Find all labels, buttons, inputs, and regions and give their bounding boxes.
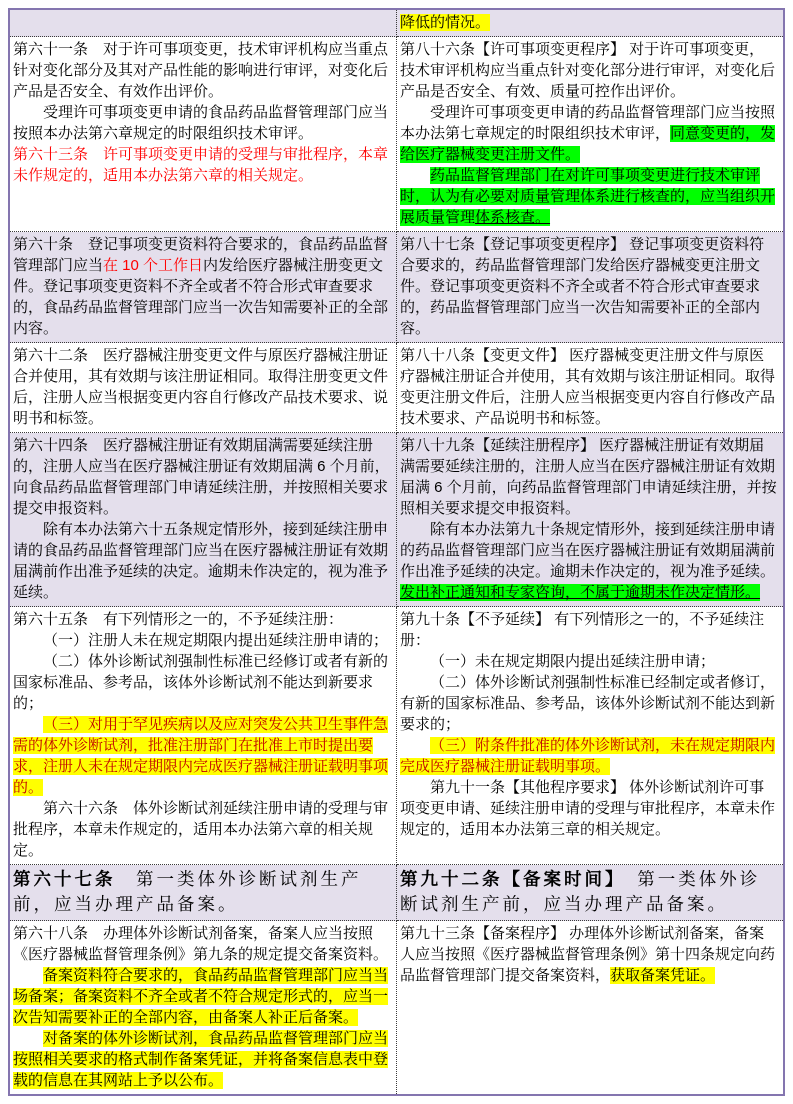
text: 第一类体外诊断试剂生产前，应当办理产品备案。 [13, 869, 362, 914]
cell-left-row8 [9, 921, 397, 1096]
cell-left-row6 [9, 607, 397, 865]
text: 第六十五条 有下列情形之一的，不予延续注册： [13, 611, 344, 628]
text: 第六十二条 医疗器械注册变更文件与原医疗器械注册证合并使用，其有效期与该注册证相同。取得注册变更文件后，注册人应当根据变更内容自行修改产品技术要求、说明书和标签。 [13, 347, 389, 427]
paragraph [400, 735, 778, 777]
paragraph [400, 651, 778, 672]
paragraph [13, 345, 391, 429]
text: 第八十七条【登记事项变更程序】 登记事项变更资料符合要求的，药品监督管理部门发给医疗器械变更注册文件。登记事项变更资料不齐全或者不符合形式审查要求的，药品监督管理部门应当一次告知需要补正的全部内容。 [400, 236, 765, 337]
paragraph [400, 867, 778, 917]
cell-right-row2 [397, 37, 785, 232]
text: 受理许可事项变更申请的食品药品监督管理部门应当按照本办法第六章规定的时限组织技术审评。 [13, 104, 389, 142]
text: （二）体外诊断试剂强制性标准已经制定或者修订，有新的国家标准品、参考品，该体外诊断试剂不能达到新要求的； [400, 674, 776, 733]
paragraph [400, 39, 778, 102]
paragraph [13, 609, 391, 630]
paragraph [13, 102, 391, 144]
text: 除有本办法第六十五条规定情形外，接到延续注册申请的食品药品监督管理部门应当在医疗器械注册证有效期届满前作出准予延续的决定。逾期未作决定的，视为准予延续。 [13, 521, 389, 601]
text-hl-green: 同意变更的，发给医疗器械变更注册文件。 [400, 125, 776, 163]
paragraph [13, 234, 391, 339]
text-red: 在 10 个工作日 [103, 257, 204, 274]
paragraph [400, 435, 778, 519]
paragraph [13, 435, 391, 519]
text-bold: 第六十七条 [13, 869, 116, 889]
text: 第九十一条【其他程序要求】 体外诊断试剂许可事项变更申请、延续注册申请的受理与审批程序，本章未作规定的，适用本办法第三章的相关规定。 [400, 779, 776, 838]
text-red: 第六十三条 许可事项变更申请的受理与审批程序，本章未作规定的，适用本办法第六章的相关规定。 [13, 146, 389, 184]
cell-left-row4 [9, 343, 397, 433]
paragraph [13, 519, 391, 603]
table-row [9, 865, 784, 921]
cell-right-row1 [397, 9, 785, 37]
paragraph [13, 714, 391, 798]
paragraph [400, 519, 778, 603]
paragraph [13, 630, 391, 651]
paragraph [400, 609, 778, 651]
paragraph [13, 965, 391, 1028]
paragraph [400, 345, 778, 429]
comparison-table [8, 8, 785, 1096]
text-bold: 第九十二条【备案时间】 [400, 869, 617, 889]
paragraph [13, 798, 391, 861]
text: 第六十八条 办理体外诊断试剂备案，备案人应当按照《医疗器械监督管理条例》第九条的规定提交备案资料。 [13, 925, 389, 963]
cell-right-row3 [397, 232, 785, 343]
cell-left-row5 [9, 433, 397, 607]
table-row [9, 607, 784, 865]
paragraph [13, 1028, 391, 1091]
table-row [9, 343, 784, 433]
table-row [9, 9, 784, 37]
text-hl-yellow: 获取备案凭证。 [610, 967, 716, 984]
cell-left-row7 [9, 865, 397, 921]
table-row [9, 433, 784, 607]
cell-left-row1 [9, 9, 397, 37]
text: 第六十六条 体外诊断试剂延续注册申请的受理与审批程序，本章未作规定的，适用本办法第六章的相关规定。 [13, 800, 389, 859]
paragraph [400, 165, 778, 228]
paragraph [400, 777, 778, 840]
text: 第九十三条【备案程序】 办理体外诊断试剂备案，备案人应当按照《医疗器械监督管理条例》第十四条规定向药品监督管理部门提交备案资料， [400, 925, 776, 984]
text: 内发给医疗器械注册变更文件。登记事项变更资料不齐全或者不符合形式审查要求的，食品药品监督管理部门应当一次告知需要补正的全部内容。 [13, 257, 389, 337]
text-hl-green: 药品监督管理部门在对许可事项变更进行技术审评时，认为有必要对质量管理体系进行核查的，应当组织开展质量管理 [400, 167, 776, 226]
paragraph [13, 651, 391, 714]
text: 第一类体外诊断试剂生产前，应当办理产品备案。 [400, 869, 761, 914]
text: 第八十九条【延续注册程序】 医疗器械注册证有效期届满需要延续注册的，注册人应当在医疗器械注册证有效期届满 6 个月前，向药品监督管理部门申请延续注册，并按照相关要求提交申报资料。 [400, 437, 777, 517]
text: 第六十一条 对于许可事项变更，技术审评机构应当重点针对变化部分及其对产品性能的影响进行审评，对变化后产品是否安全、有效作出评价。 [13, 41, 389, 100]
cell-left-row3 [9, 232, 397, 343]
table-row [9, 232, 784, 343]
text: （一）未在规定期限内提出延续注册申请； [430, 653, 716, 670]
text: 第八十六条【许可事项变更程序】 对于许可事项变更，技术审评机构应当重点针对变化部分进行审评，对变化后产品是否安全、有效、质量可控作出评价。 [400, 41, 776, 100]
text-hl-yellow: 对备案的体外诊断试剂，食品药品监督管理部门应当按照相关要求的格式制作备案凭证，并将备案信息表中登载的信息在其网站上予以公布。 [13, 1030, 389, 1089]
text: 第六十条 登记事项变更资料符合要求的，食品药品监督管理部门应当 [13, 236, 389, 274]
paragraph [400, 12, 778, 33]
table-row [9, 37, 784, 232]
paragraph [13, 923, 391, 965]
cell-left-row2 [9, 37, 397, 232]
paragraph [400, 672, 778, 735]
text: 除有本办法第九十条规定情形外，接到延续注册申请的药品监督管理部门应当在医疗器械注册证有效期届满前作出准予延续的决定。逾期未作决定的，视为准予延续。 [400, 521, 776, 580]
text-hl-green-u: 体系核查。 [475, 209, 551, 226]
cell-right-row6 [397, 607, 785, 865]
text: 第八十八条【变更文件】 医疗器械变更注册文件与原医疗器械注册证合并使用，其有效期与该注册证相同。取得变更注册文件后，注册人应当根据变更内容自行修改产品技术要求、产品说明书和标签。 [400, 347, 776, 427]
paragraph [400, 923, 778, 986]
paragraph [13, 39, 391, 102]
paragraph [13, 867, 391, 917]
text-hl-yellow: 备案资料符合要求的，食品药品监督管理部门应当当场备案；备案资料不齐全或者不符合规定形式的，应当一次告知需要补正的全部内容，由备案人补正后备案。 [13, 967, 389, 1026]
cell-right-row4 [397, 343, 785, 433]
text-hl-yellow: 降低的情况。 [400, 14, 491, 31]
paragraph [400, 102, 778, 165]
text-hl-yellow-red: （三）对用于罕见疾病以及应对突发公共卫生事件急需的体外诊断试剂，批准注册部门在批准上市时提出要求，注册人未在规定期限内完成医疗器械注册证载明事项的。 [13, 716, 389, 796]
text-hl-yellow-red: （三）附条件批准的体外诊断试剂，未在规定期限内完成医疗器械注册证载明事项。 [400, 737, 776, 775]
cell-right-row8 [397, 921, 785, 1096]
table-row [9, 921, 784, 1096]
cell-right-row7 [397, 865, 785, 921]
cell-right-row5 [397, 433, 785, 607]
text: （一）注册人未在规定期限内提出延续注册申请的； [43, 632, 389, 649]
text: 第六十四条 医疗器械注册证有效期届满需要延续注册的，注册人应当在医疗器械注册证有效期届满 6 个月前，向食品药品监督管理部门申请延续注册，并按照相关要求提交申报资料。 [13, 437, 390, 517]
text: （二）体外诊断试剂强制性标准已经修订或者有新的国家标准品、参考品，该体外诊断试剂不能达到新要求的； [13, 653, 389, 712]
text: 第九十条【不予延续】 有下列情形之一的，不予延续注册： [400, 611, 765, 649]
paragraph [400, 234, 778, 339]
text-hl-green-u: 发出补正通知和专家咨询，不属于逾期未作决定情形。 [400, 584, 761, 601]
text: 受理许可事项变更申请的药品监督管理部门应当按照本办法第七章规定的时限组织技术审评， [400, 104, 776, 142]
paragraph [13, 144, 391, 186]
